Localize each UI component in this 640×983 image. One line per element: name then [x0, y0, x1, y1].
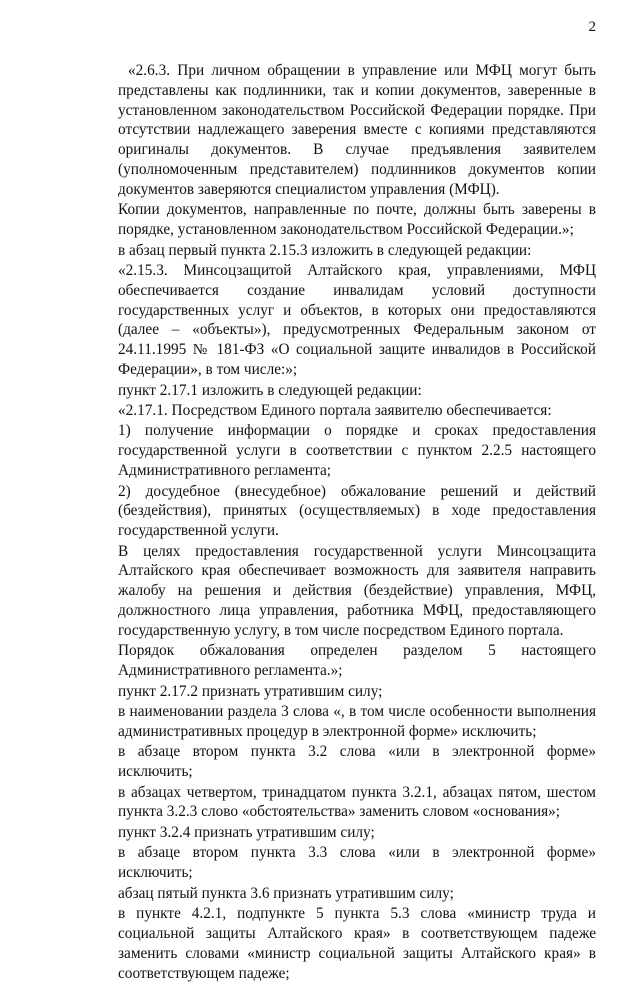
paragraph-2-17-1: «2.17.1. Посредством Единого портала заявителю обеспечивается: [118, 401, 552, 419]
paragraph-item-2: 2) досудебное (внесудебное) обжалование решений и действий (бездействия), принятых (осуществляемых) в ходе предоставления государственной услуги. [118, 482, 596, 540]
page-number: 2 [588, 19, 596, 35]
paragraph-section-3-title: в наименовании раздела 3 слова «, в том числе особенности выполнения административных процедур в электронной форме» исключить; [118, 703, 596, 740]
paragraph-2-6-3: «2.6.3. При личном обращении в управление или МФЦ могут быть представлены как подлинники, так и копии документов, заверенные в установленном законодательством Российской Федерации порядке. При отсутствии надлежащего заверения вместе с копиями представляются оригиналы документов. В случае предъявления заявителем (уполномоченным представителем) подлинников документов копии документов заверяются специалистом управления (МФЦ). [118, 62, 596, 198]
paragraph-complaint-possibility: В целях предоставления государственной услуги Минсоцзащита Алтайского края обеспечивает возможность для заявителя направить жалобу на решения и действия (бездействие) управления, МФЦ, должностного лица управления, работника МФЦ, предоставляющего государственную услугу, в том числе посредством Единого портала. [118, 542, 596, 639]
paragraph-item-1: 1) получение информации о порядке и сроках предоставления государственной услуги в соответствии с пунктом 2.2.5 настоящего Административного регламента; [118, 422, 596, 480]
paragraph-4-2-1-amend: в пункте 4.2.1, подпункте 5 пункта 5.3 слова «министр труда и социальной защиты Алтайского края» в соответствующем падеже заменить словами «министр социальной защиты Алтайского края» в соответствующем падеже; [118, 905, 596, 982]
paragraph-amend-2-17-1: пункт 2.17.1 изложить в следующей редакции: [118, 381, 422, 399]
document-body [118, 0, 596, 983]
paragraph-3-6-void: абзац пятый пункта 3.6 признать утратившим силу; [118, 884, 454, 902]
paragraph-appeal-procedure: Порядок обжалования определен разделом 5 настоящего Административного регламента.»; [118, 642, 596, 680]
paragraph-2-17-2-void: пункт 2.17.2 признать утратившим силу; [118, 682, 383, 700]
paragraph-3-3-amend: в абзаце втором пункта 3.3 слова «или в электронной форме» исключить; [118, 844, 596, 882]
paragraph-3-2-4-void: пункт 3.2.4 признать утратившим силу; [118, 823, 375, 841]
paragraph-3-2-amend: в абзаце втором пункта 3.2 слова «или в электронной форме» исключить; [118, 743, 596, 781]
paragraph-amend-2-15-3: в абзац первый пункта 2.15.3 изложить в следующей редакции: [118, 241, 532, 259]
paragraph-copies-by-mail: Копии документов, направленные по почте, должны быть заверены в порядке, установленном законодательством Российской Федерации.»; [118, 201, 596, 239]
paragraph-2-15-3: «2.15.3. Минсоцзащитой Алтайского края, управлениями, МФЦ обеспечивается создание инвалидам условий доступности государственных услуг и объектов, в которых они предоставляются (далее – «объекты»), предусмотренных Федеральным законом от 24.11.1995 № 181-ФЗ «О социальной защите инвалидов в Российской Федерации», в том числе:»; [118, 262, 596, 379]
paragraph-3-2-1-amend: в абзацах четвертом, тринадцатом пункта 3.2.1, абзацах пятом, шестом пункта 3.2.3 слово «обстоятельства» заменить словом «основания»; [118, 783, 596, 821]
